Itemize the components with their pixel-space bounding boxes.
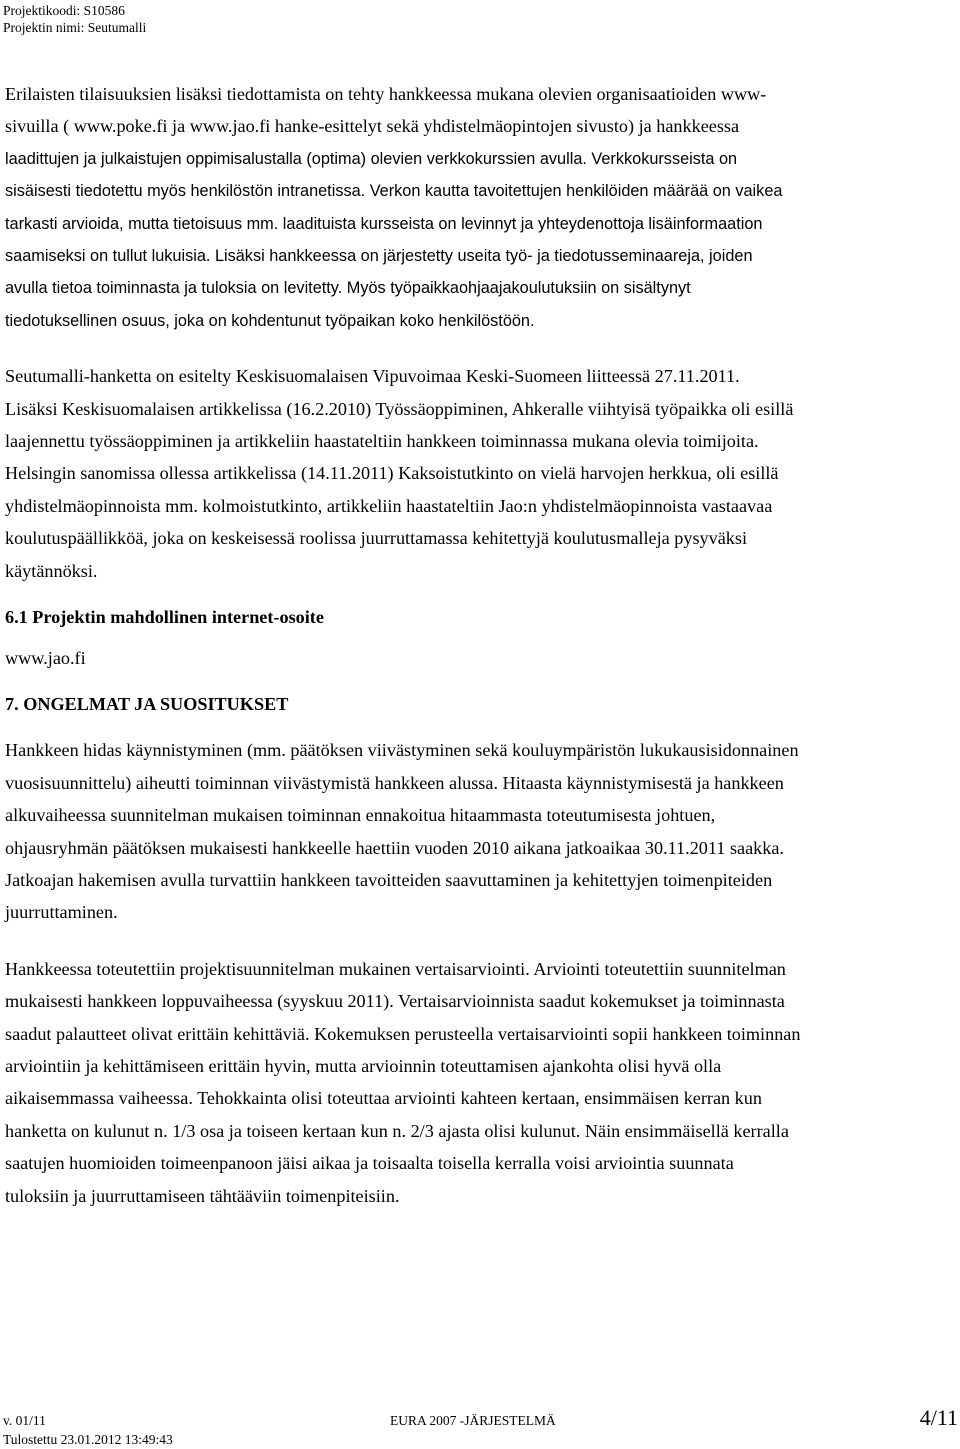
text-line: Jatkoajan hakemisen avulla turvattiin hankkeen tavoitteiden saavuttaminen ja kehitettyjen toimenpiteiden (5, 869, 773, 890)
text-line: saadut palautteet olivat erittäin kehittäviä. Kokemuksen perusteella vertaisarviointi sopii hankkeen toiminnan (5, 1023, 801, 1044)
section-heading-6-1: 6.1 Projektin mahdollinen internet-osoite (5, 607, 324, 628)
section-heading-7: 7. ONGELMAT JA SUOSITUKSET (5, 693, 289, 714)
project-code: Projektikoodi: S10586 (3, 3, 125, 18)
text-line: Helsingin sanomissa ollessa artikkelissa (14.11.2011) Kaksoistutkinto on vielä harvojen herkkua, oli esillä (5, 463, 779, 484)
page-header (3, 2, 146, 36)
text-line: Hankkeessa toteutettiin projektisuunnitelman mukainen vertaisarviointi. Arviointi toteutettiin suunnitelman (5, 958, 786, 979)
text-line: sivuilla ( www.poke.fi ja www.jao.fi hanke-esittelyt sekä yhdistelmäopintojen sivusto) ja hankkeessa (5, 116, 740, 137)
text-line: koulutuspäällikköä, joka on keskeisessä roolissa juurruttamassa kehitettyjä koulutusmalleja pysyväksi (5, 528, 748, 549)
paragraph-media (5, 360, 957, 587)
text-line: hanketta on kulunut n. 1/3 osa ja toiseen kertaan kun n. 2/3 ajasta olisi kulunut. Näin ensimmäisellä kerralla (5, 1120, 789, 1141)
text-line: tuloksiin ja juurruttamiseen tähtääviin toimenpiteisiin. (5, 1185, 400, 1206)
document-body (5, 78, 957, 1212)
text-line: laajennettu työssäoppiminen ja artikkeliin haastateltiin hankkeen toiminnassa mukana olevia toimijoita. (5, 431, 759, 452)
text-line: mukaisesti hankkeen loppuvaiheessa (syyskuu 2011). Vertaisarvioinnista saadut kokemukset ja toiminnasta (5, 991, 785, 1012)
text-line: aikaisemmassa vaiheessa. Tehokkainta olisi toteuttaa arviointi kahteen kertaan, ensimmäisen kerran kun (5, 1088, 762, 1109)
version-label: v. 01/11 (3, 1413, 46, 1428)
text-line: Hankkeen hidas käynnistyminen (mm. päätöksen viivästyminen sekä kouluympäristön lukukausisidonnainen (5, 740, 799, 761)
text-line: tarkasti arvioida, mutta tietoisuus mm. laadituista kursseista on levinnyt ja yhteydenottoja lisäinformaation (5, 214, 763, 233)
text-line: sisäisesti tiedotettu myös henkilöstön intranetissa. Verkon kautta tavoitettujen henkilöiden määrää on vaikea (5, 182, 783, 201)
text-line: vuosisuunnittelu) aiheutti toiminnan viivästymistä hankkeen alussa. Hitaasta käynnistymisestä ja hankkeen (5, 772, 784, 793)
project-name: Projektin nimi: Seutumalli (3, 20, 147, 35)
text-line: alkuvaiheessa suunnitelman mukaisen toiminnan ennakoitua hitaammasta toteutumisesta johtuen, (5, 805, 716, 826)
text-line: käytännöksi. (5, 560, 98, 581)
text-line: ohjausryhmän päätöksen mukaisesti hankkeelle haettiin vuoden 2010 aikana jatkoaikaa 30.11.2011 saakka. (5, 837, 784, 858)
text-line: Seutumalli-hanketta on esitelty Keskisuomalaisen Vipuvoimaa Keski-Suomeen liitteessä 27.11.2011. (5, 366, 740, 387)
text-line: saatujen huomioiden toimeenpanoon jäisi aikaa ja toisaalta toisella kerralla voisi arviointia suunnata (5, 1153, 734, 1174)
paragraph-problems (5, 734, 957, 928)
page-number: 4/11 (919, 1405, 958, 1430)
text-line: avulla tietoa toiminnasta ja tuloksia on levitetty. Myös työpaikkaohjaajakoulutuksiin on sisältynyt (5, 279, 691, 298)
paragraph-peer-review (5, 953, 957, 1212)
text-line: yhdistelmäopinnoista mm. kolmoistutkinto, artikkeliin haastateltiin Jao:n yhdistelmäopinnoista vastaavaa (5, 495, 773, 516)
text-line: arviointiin ja kehittämiseen erittäin hyvin, mutta arvioinnin toteuttamisen ajankohta olisi hyvä olla (5, 1055, 722, 1076)
text-line: saamiseksi on tullut lukuisia. Lisäksi hankkeessa on järjestetty useita työ- ja tiedotusseminaareja, joiden (5, 247, 753, 266)
text-line: laadittujen ja julkaistujen oppimisalustalla (optima) olevien verkkokurssien avulla. Verkkokursseista on (5, 149, 738, 168)
page-footer (3, 1405, 958, 1449)
project-url: www.jao.fi (5, 647, 86, 668)
text-line: Lisäksi Keskisuomalaisen artikkelissa (16.2.2010) Työssäoppiminen, Ahkeralle viihtyisä työpaikka oli esillä (5, 398, 794, 419)
text-line: tiedotuksellinen osuus, joka on kohdentunut työpaikan koko henkilöstöön. (5, 311, 535, 330)
printed-timestamp: Tulostettu 23.01.2012 13:49:43 (3, 1432, 173, 1447)
text-line: Erilaisten tilaisuuksien lisäksi tiedottamista on tehty hankkeessa mukana olevien organisaatioiden www- (5, 84, 767, 104)
paragraph-dissemination (5, 78, 957, 337)
text-line: juurruttaminen. (5, 902, 118, 923)
system-name: EURA 2007 -JÄRJESTELMÄ (390, 1413, 556, 1428)
